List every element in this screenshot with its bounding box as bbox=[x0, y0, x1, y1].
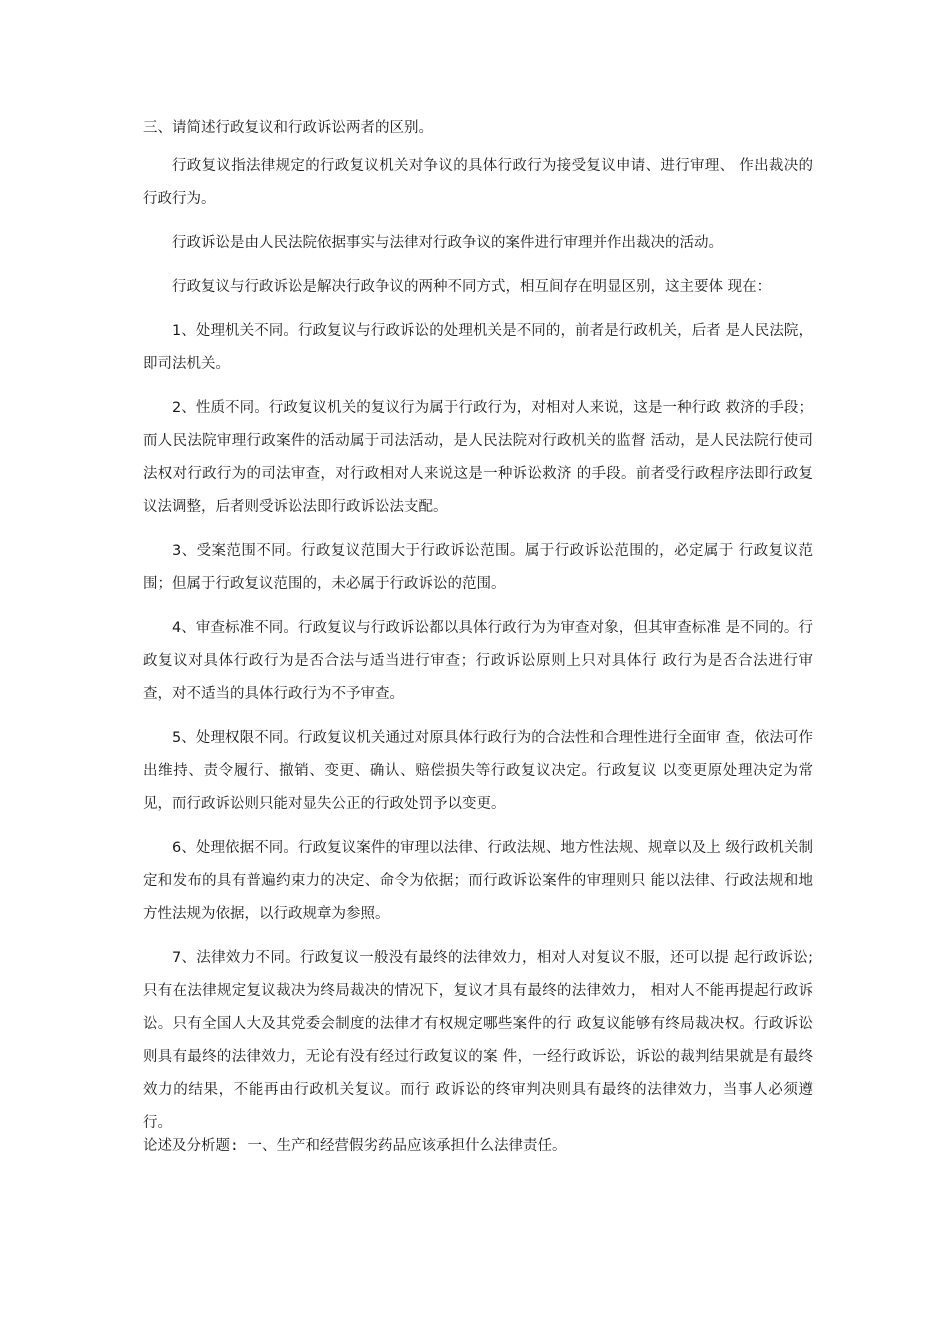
paragraph-difference-5: 5、处理权限不同。行政复议机关通过对原具体行政行为的合法性和合理性进行全面审 查，依法可作出维持、责令履行、撤销、变更、确认、赔偿损失等行政复议决定。行政复议 以变更原处理决定为常见，而行政诉讼则只能对显失公正的行政处罚予以变更。 bbox=[143, 730, 813, 812]
paragraph-difference-1: 1、处理机关不同。行政复议与行政诉讼的处理机关是不同的，前者是行政机关，后者 是人民法院，即司法机关。 bbox=[143, 323, 813, 372]
paragraph-difference-6: 6、处理依据不同。行政复议案件的审理以法律、行政法规、地方性法规、规章以及上 级行政机关制定和发布的具有普遍约束力的决定、命令为依据；而行政诉讼案件的审理则只 能以法律、行政法规和地方性法规为依据，以行政规章为参照。 bbox=[143, 840, 813, 922]
paragraph-intro-differences: 行政复议与行政诉讼是解决行政争议的两种不同方式，相互间存在明显区别，这主要体 现在： bbox=[172, 279, 772, 295]
document-body bbox=[143, 118, 813, 1156]
paragraph-difference-3: 3、受案范围不同。行政复议范围大于行政诉讼范围。属于行政诉讼范围的，必定属于 行政复议范围；但属于行政复议范围的，未必属于行政诉讼的范围。 bbox=[143, 543, 813, 592]
paragraph-difference-7: 7、法律效力不同。行政复议一般没有最终的法律效力，相对人对复议不服，还可以提 起行政诉讼;只有在法律规定复议裁决为终局裁决的情况下，复议才具有最终的法律效力， 相对人不能再提起行政诉讼。只有全国人大及其党委会制度的法律才有权规定哪些案件的行 政复议能够有终局裁决权。行政诉讼则具有最终的法律效力，无论有没有经过行政复议的案 件，一经行政诉讼，诉讼的裁判结果就是有最终效力的结果，不能再由行政机关复议。而行 政诉讼的终审判决则具有最终的法律效力，当事人必须遵行。 bbox=[143, 950, 813, 1131]
paragraph-difference-4: 4、审查标准不同。行政复议与行政诉讼都以具体行政行为为审查对象，但其审查标准 是不同的。行政复议对具体行政行为是否合法与适当进行审查；行政诉讼原则上只对具体行 政行为是否合法进行审查，对不适当的具体行政行为不予审查。 bbox=[143, 620, 813, 702]
next-section-title: 论述及分析题: 一、生产和经营假劣药品应该承担什么法律责任。 bbox=[143, 1138, 567, 1154]
paragraph-difference-2: 2、性质不同。行政复议机关的复议行为属于行政行为，对相对人来说，这是一种行政 救济的手段；而人民法院审理行政案件的活动属于司法活动，是人民法院对行政机关的监督 活动，是人民法院行使司法权对行政行为的司法审查，对行政相对人来说这是一种诉讼救济 的手段。前者受行政程序法即行政复议法调整，后者则受诉讼法即行政诉讼法支配。 bbox=[143, 400, 813, 515]
question-title: 三、请简述行政复议和行政诉讼两者的区别。 bbox=[143, 120, 433, 136]
paragraph-definition-review: 行政复议指法律规定的行政复议机关对争议的具体行政行为接受复议申请、进行审理、 作出裁决的行政行为。 bbox=[143, 158, 813, 207]
paragraph-definition-litigation: 行政诉讼是由人民法院依据事实与法律对行政争议的案件进行审理并作出裁决的活动。 bbox=[172, 235, 723, 251]
